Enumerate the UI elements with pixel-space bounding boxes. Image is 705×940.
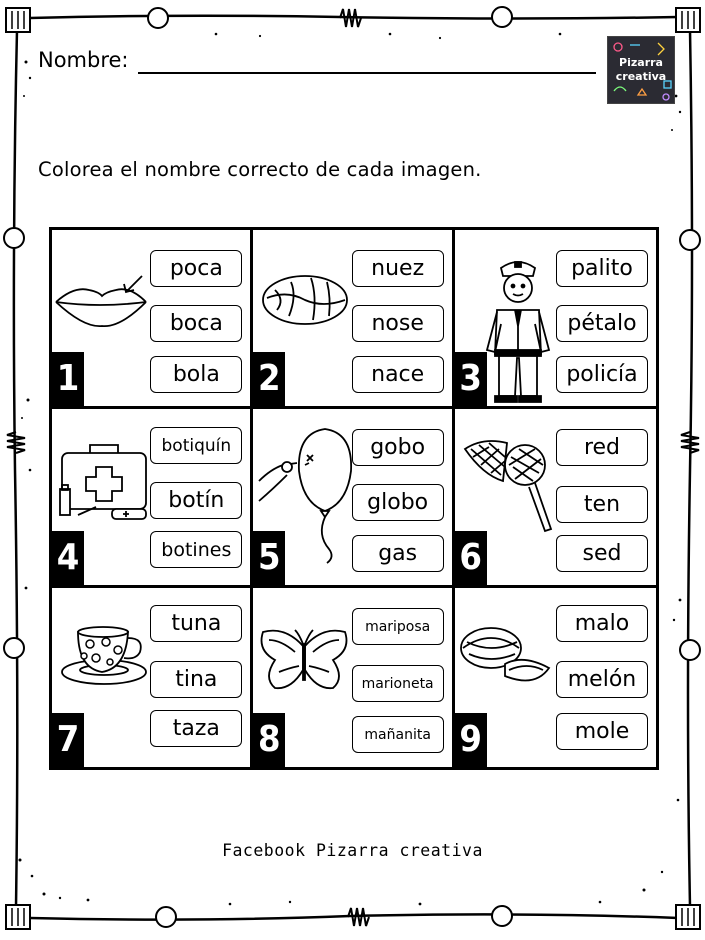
name-label: Nombre: bbox=[38, 48, 129, 72]
option-5-a[interactable]: gobo bbox=[352, 429, 444, 466]
exercise-cell-3 bbox=[455, 230, 656, 409]
option-6-a[interactable]: red bbox=[556, 429, 648, 466]
exercise-cell-4 bbox=[52, 409, 253, 588]
exercise-cell-6 bbox=[455, 409, 656, 588]
option-7-b[interactable]: tina bbox=[150, 661, 242, 698]
option-1-c[interactable]: bola bbox=[150, 356, 242, 393]
option-5-c[interactable]: gas bbox=[352, 535, 444, 572]
option-4-a[interactable]: botiquín bbox=[150, 427, 242, 464]
option-7-a[interactable]: tuna bbox=[150, 605, 242, 642]
option-8-a[interactable]: mariposa bbox=[352, 608, 444, 645]
fishing-net-icon bbox=[463, 435, 555, 535]
exercise-cell-2 bbox=[253, 230, 454, 409]
pizarra-creativa-logo bbox=[607, 36, 675, 104]
name-write-line[interactable] bbox=[138, 72, 596, 74]
option-4-b[interactable]: botín bbox=[150, 482, 242, 519]
exercise-cell-5 bbox=[253, 409, 454, 588]
butterfly-icon bbox=[255, 626, 353, 698]
footer-credit: Facebook Pizarra creativa bbox=[222, 841, 483, 860]
lips-icon bbox=[54, 272, 149, 332]
exercise-grid bbox=[49, 227, 659, 770]
option-1-a[interactable]: poca bbox=[150, 250, 242, 287]
exercise-cell-9 bbox=[455, 588, 656, 767]
option-6-c[interactable]: sed bbox=[556, 535, 648, 572]
item-number-3: 3 bbox=[455, 352, 487, 406]
option-3-b[interactable]: pétalo bbox=[556, 305, 648, 342]
item-number-1: 1 bbox=[52, 352, 84, 406]
option-7-c[interactable]: taza bbox=[150, 710, 242, 747]
item-number-7: 7 bbox=[52, 713, 84, 767]
option-2-b[interactable]: nose bbox=[352, 305, 444, 342]
option-3-a[interactable]: palito bbox=[556, 250, 648, 287]
option-4-c[interactable]: botines bbox=[150, 531, 242, 568]
option-1-b[interactable]: boca bbox=[150, 305, 242, 342]
instruction-text: Colorea el nombre correcto de cada imagen. bbox=[38, 158, 482, 181]
option-9-a[interactable]: malo bbox=[556, 605, 648, 642]
melon-icon bbox=[459, 624, 555, 694]
exercise-cell-7 bbox=[52, 588, 253, 767]
option-3-c[interactable]: policía bbox=[556, 356, 648, 393]
option-6-b[interactable]: ten bbox=[556, 486, 648, 523]
logo-text-line2: creativa bbox=[615, 70, 667, 83]
logo-text-line1: Pizarra bbox=[619, 56, 663, 69]
police-officer-icon bbox=[483, 254, 553, 406]
option-9-b[interactable]: melón bbox=[556, 661, 648, 698]
option-2-a[interactable]: nuez bbox=[352, 250, 444, 287]
item-number-6: 6 bbox=[455, 531, 487, 585]
option-8-c[interactable]: mañanita bbox=[352, 716, 444, 753]
exercise-cell-8 bbox=[253, 588, 454, 767]
option-9-c[interactable]: mole bbox=[556, 713, 648, 750]
walnut-icon bbox=[261, 270, 351, 330]
item-number-9: 9 bbox=[455, 713, 487, 767]
item-number-2: 2 bbox=[253, 352, 285, 406]
exercise-cell-1 bbox=[52, 230, 253, 409]
first-aid-kit-icon bbox=[56, 437, 156, 527]
option-5-b[interactable]: globo bbox=[352, 484, 444, 521]
item-number-8: 8 bbox=[253, 713, 285, 767]
cup-icon bbox=[60, 624, 152, 694]
item-number-5: 5 bbox=[253, 531, 285, 585]
option-2-c[interactable]: nace bbox=[352, 356, 444, 393]
option-8-b[interactable]: marioneta bbox=[352, 665, 444, 702]
item-number-4: 4 bbox=[52, 531, 84, 585]
